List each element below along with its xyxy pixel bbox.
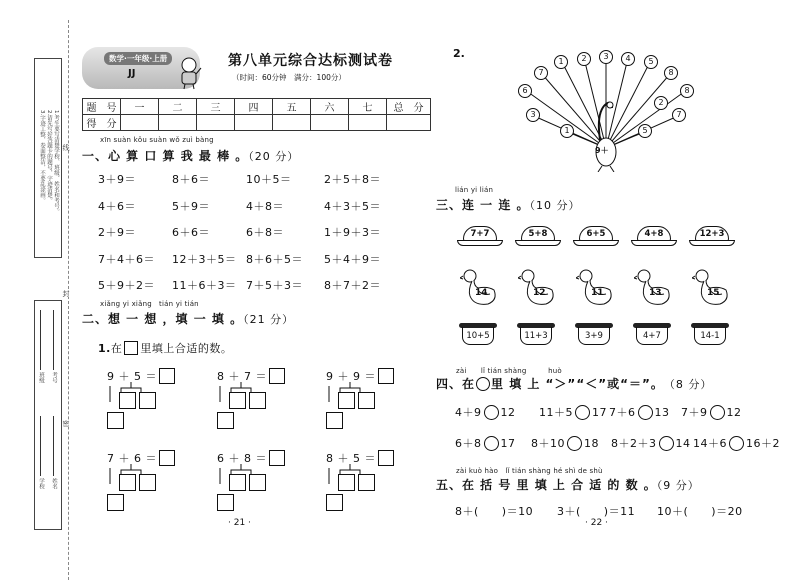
compare-circle[interactable]	[729, 436, 744, 451]
duck-number: 15	[707, 288, 720, 298]
basket-card[interactable]	[691, 323, 729, 347]
hat-brim	[515, 240, 561, 246]
basket-expression: 3+9	[578, 327, 610, 345]
split-equation: 9 ＋ 9 ＝	[326, 370, 376, 383]
mental-math-item[interactable]: 4＋3＋5＝	[324, 199, 381, 213]
mental-math-row	[98, 224, 398, 251]
score-cell[interactable]	[387, 115, 431, 131]
score-header-cell: 四	[235, 99, 273, 115]
compare-item	[693, 435, 780, 451]
section4-title-a: 四、在	[436, 377, 476, 391]
split-lines	[217, 380, 277, 402]
bottom-box[interactable]	[326, 412, 343, 429]
section1-grid	[98, 171, 398, 304]
score-table	[82, 98, 431, 131]
split-equation: 7 ＋ 6 ＝	[107, 452, 157, 465]
split-box-left[interactable]	[119, 392, 136, 409]
score-table-header-row	[83, 99, 431, 115]
cartoon-mascot-icon	[176, 56, 202, 90]
feather-number: 7	[672, 108, 686, 122]
mental-math-item[interactable]: 3＋9＝	[98, 173, 136, 186]
section2-pinyin: xiǎng yi xiǎng tián yi tián	[100, 300, 199, 308]
score-table-score-row	[83, 115, 431, 131]
split-box-left[interactable]	[119, 474, 136, 491]
instruction-text-a: 在	[110, 342, 123, 355]
section2-instruction	[98, 340, 232, 356]
feather-number: 8	[680, 84, 694, 98]
split-problem	[217, 450, 293, 514]
compare-circle[interactable]	[484, 436, 499, 451]
split-equation: 8 ＋ 5 ＝	[326, 452, 376, 465]
score-header-cell: 题 号	[83, 99, 121, 115]
split-problem	[107, 450, 183, 514]
feather-number: 3	[599, 50, 613, 64]
bottom-box[interactable]	[107, 494, 124, 511]
compare-item	[611, 435, 693, 451]
split-box-right[interactable]	[139, 392, 156, 409]
compare-right: 16＋2	[746, 437, 780, 450]
mental-math-item[interactable]: 5＋9＝	[172, 199, 210, 213]
page-number-left: · 21 ·	[228, 518, 251, 528]
split-problem	[326, 450, 402, 514]
basket-expression: 4+7	[636, 327, 668, 345]
duck-card[interactable]	[692, 268, 732, 308]
section5-heading	[436, 476, 700, 493]
compare-circle[interactable]	[710, 405, 725, 420]
seal-mark-line: 线	[62, 144, 70, 151]
compare-item	[681, 404, 742, 420]
feather-number: 8	[664, 66, 678, 80]
mental-math-row	[98, 198, 398, 225]
hat-card[interactable]	[573, 226, 619, 248]
mental-math-item[interactable]: 8＋7＋2＝	[324, 279, 381, 292]
compare-item	[539, 404, 609, 420]
compare-left: 7＋6	[609, 406, 636, 419]
name-field[interactable]	[53, 416, 54, 476]
class-field[interactable]	[40, 310, 41, 370]
duck-card[interactable]	[576, 268, 616, 308]
mental-math-item[interactable]: 5＋4＋9＝	[324, 252, 381, 266]
compare-right: 14	[675, 436, 691, 450]
bottom-box[interactable]	[326, 494, 343, 511]
bottom-box[interactable]	[217, 494, 234, 511]
mental-math-item[interactable]: 7＋4＋6＝	[98, 252, 155, 266]
exam-rule-2: 2.请先写好答题卡的题号，字迹清楚。	[46, 110, 52, 204]
hat-card[interactable]	[689, 226, 735, 248]
seal-mark-seal: 封	[62, 290, 70, 297]
compare-circle[interactable]	[659, 436, 674, 451]
peacock-head-label: 9＋	[595, 146, 609, 155]
sub-question-number: 1.	[98, 341, 111, 355]
exam-rule-3: 3.字迹工整，卷面整洁，不要乱涂画。	[39, 110, 45, 204]
score-cell[interactable]	[235, 115, 273, 131]
basket-card[interactable]	[517, 323, 555, 347]
duck-number: 14	[475, 288, 488, 298]
basket-expression: 10+5	[462, 327, 494, 345]
bottom-box[interactable]	[107, 412, 124, 429]
split-box-right[interactable]	[358, 474, 375, 491]
class-label: 班级	[38, 372, 44, 383]
section5-pinyin: zài kuò hào lǐ tián shàng hé shì de shù	[456, 467, 603, 475]
hat-card[interactable]	[515, 226, 561, 248]
section2-points: （21 分）	[243, 313, 295, 326]
split-box-left[interactable]	[338, 392, 355, 409]
section5-points: （9 分）	[656, 479, 700, 492]
split-lines	[326, 462, 386, 484]
split-equation: 9 ＋ 5 ＝	[107, 370, 157, 383]
peacock-illustration	[508, 52, 704, 172]
exam-no-field[interactable]	[53, 310, 54, 370]
hat-brim	[573, 240, 619, 246]
section1-title: 一、心 算 口 算 我 最 棒 。	[82, 149, 249, 163]
fill-in-item[interactable]: 8＋( )＝10	[455, 505, 534, 518]
compare-right: 12	[500, 405, 516, 419]
instruction-text-b: 里填上合适的数。	[140, 342, 233, 355]
score-row-label: 得 分	[83, 115, 121, 131]
time-score-note: （时间：60分钟 满分：100分）	[232, 73, 346, 82]
school-field[interactable]	[40, 416, 41, 476]
split-problem	[217, 368, 293, 432]
basket-card[interactable]	[633, 323, 671, 347]
score-header-cell: 五	[273, 99, 311, 115]
score-header-cell: 总 分	[387, 99, 431, 115]
mental-math-item[interactable]: 6＋6＝	[172, 226, 210, 239]
blank-box-icon	[124, 341, 138, 355]
basket-expression: 11+3	[520, 327, 552, 345]
split-problem	[107, 368, 183, 432]
compare-left: 8＋2＋3	[611, 437, 657, 450]
compare-right: 17	[500, 436, 516, 450]
section3-title: 三、连 一 连 。	[436, 198, 530, 212]
duck-number: 12	[533, 288, 546, 298]
split-lines	[217, 462, 277, 484]
page-number-right: · 22 ·	[585, 518, 608, 528]
section4-points: （8 分）	[663, 377, 713, 391]
mental-math-item[interactable]: 2＋9＝	[98, 226, 136, 239]
duck-card[interactable]	[518, 268, 558, 308]
compare-right: 13	[654, 405, 670, 419]
feather-number: 5	[644, 55, 658, 69]
section2-heading	[82, 310, 294, 327]
split-box-right[interactable]	[249, 392, 266, 409]
hat-expression: 5+8	[521, 226, 555, 242]
score-cell[interactable]	[273, 115, 311, 131]
mental-math-item[interactable]: 1＋9＋3＝	[324, 226, 381, 239]
feather-number: 2	[577, 52, 591, 66]
hat-card[interactable]	[631, 226, 677, 248]
fill-in-row	[455, 503, 743, 519]
split-box-right[interactable]	[139, 474, 156, 491]
hat-card[interactable]	[457, 226, 503, 248]
mental-math-item[interactable]: 4＋6＝	[98, 199, 136, 213]
score-cell[interactable]	[349, 115, 387, 131]
student-info-box	[34, 300, 62, 530]
split-problem	[326, 368, 402, 432]
compare-right: 17	[592, 405, 607, 419]
split-equation: 8 ＋ 7 ＝	[217, 370, 267, 383]
section3-pinyin: lián yi lián	[455, 186, 494, 194]
compare-circle[interactable]	[575, 405, 590, 420]
basket-card[interactable]	[575, 323, 613, 347]
compare-left: 11＋5	[539, 406, 573, 419]
section5-title: 五、在 括 号 里 填 上 合 适 的 数 。	[436, 478, 657, 492]
section1-pinyin: xīn suàn kǒu suàn wǒ zuì bàng	[100, 136, 214, 144]
split-box-right[interactable]	[358, 392, 375, 409]
section4-title-b: 里 填 上 “＞”“＜”或“＝”。	[491, 377, 664, 391]
blank-circle-icon	[476, 377, 490, 391]
compare-item	[455, 435, 531, 451]
feather-number: 1	[554, 55, 568, 69]
feather-number: 7	[534, 66, 548, 80]
compare-left: 8＋10	[531, 437, 565, 450]
split-lines	[107, 462, 167, 484]
score-cell[interactable]	[159, 115, 197, 131]
score-cell[interactable]	[197, 115, 235, 131]
hat-brim	[689, 240, 735, 246]
basket-card[interactable]	[459, 323, 497, 347]
section3-heading	[436, 196, 581, 213]
fill-in-item[interactable]: 10＋( )＝20	[657, 505, 743, 518]
fill-in-item[interactable]: 3＋( )＝11	[557, 505, 636, 518]
split-box-left[interactable]	[229, 392, 246, 409]
hat-expression: 4+8	[637, 226, 671, 242]
feather-number: 1	[560, 124, 574, 138]
mental-math-item[interactable]: 5＋9＋2＝	[98, 279, 155, 292]
mental-math-item[interactable]: 2＋5＋8＝	[324, 173, 381, 186]
mental-math-item[interactable]: 11＋6＋3＝	[172, 279, 237, 292]
edition-label: JJ	[128, 68, 136, 79]
compare-item	[609, 404, 681, 420]
duck-card[interactable]	[634, 268, 674, 308]
compare-left: 14＋6	[693, 437, 727, 450]
score-cell[interactable]	[121, 115, 159, 131]
compare-circle[interactable]	[484, 405, 499, 420]
section1-points: （20 分）	[248, 150, 300, 163]
duck-number: 13	[649, 288, 662, 298]
name-label: 姓名	[51, 478, 57, 489]
score-header-cell: 三	[197, 99, 235, 115]
section4-pinyin: zài lǐ tián shàng huò	[456, 367, 562, 375]
subject-badge: 数学·一年级·上册	[104, 52, 172, 65]
split-box-left[interactable]	[338, 474, 355, 491]
compare-circle[interactable]	[638, 405, 653, 420]
hat-brim	[631, 240, 677, 246]
mental-math-item[interactable]: 12＋3＋5＝	[172, 252, 237, 266]
split-box-right[interactable]	[249, 474, 266, 491]
mental-math-item[interactable]: 7＋5＋3＝	[246, 279, 303, 292]
question-2-label: 2.	[453, 47, 465, 60]
compare-right: 18	[584, 436, 599, 450]
binding-strip	[0, 0, 70, 588]
hat-expression: 6+5	[579, 226, 613, 242]
score-header-cell: 七	[349, 99, 387, 115]
hat-expression: 7+7	[463, 226, 497, 242]
mental-math-item[interactable]: 8＋6＋5＝	[246, 252, 303, 266]
hat-expression: 12+3	[695, 226, 729, 242]
compare-left: 6＋8	[455, 437, 482, 450]
compare-row	[455, 435, 780, 451]
section3-points: （10 分）	[529, 199, 581, 212]
exam-rule-1: 1.考生要写清楚学校、班级、姓名和考号。	[53, 110, 59, 215]
feather-number: 6	[518, 84, 532, 98]
mental-math-row	[98, 251, 398, 278]
hat-brim	[457, 240, 503, 246]
section4-heading	[436, 375, 712, 392]
page-title: 第八单元综合达标测试卷	[228, 53, 393, 69]
duck-card[interactable]	[460, 268, 500, 308]
seal-mark-secret: 密	[62, 420, 70, 427]
compare-right: 12	[726, 405, 742, 419]
compare-left: 4＋9	[455, 406, 482, 419]
score-header-cell: 六	[311, 99, 349, 115]
compare-circle[interactable]	[567, 436, 582, 451]
compare-item	[455, 404, 539, 420]
split-lines	[326, 380, 386, 402]
score-header-cell: 二	[159, 99, 197, 115]
binding-dashed-line	[68, 20, 69, 580]
basket-expression: 14-1	[694, 327, 726, 345]
feather-number: 5	[638, 124, 652, 138]
split-lines	[107, 380, 167, 402]
feather-number: 2	[654, 96, 668, 110]
section1-heading	[82, 147, 299, 164]
mental-math-item[interactable]: 6＋8＝	[246, 226, 284, 239]
mental-math-item[interactable]: 8＋6＝	[172, 173, 210, 186]
duck-number: 11	[591, 288, 604, 298]
section2-title: 二、想 一 想 ，填 一 填 。	[82, 312, 244, 326]
exam-no-label: 考号	[51, 372, 57, 383]
mental-math-item[interactable]: 4＋8＝	[246, 199, 284, 213]
mental-math-row	[98, 171, 398, 198]
split-box-left[interactable]	[229, 474, 246, 491]
feather-number: 4	[621, 52, 635, 66]
bottom-box[interactable]	[217, 412, 234, 429]
compare-left: 7＋9	[681, 406, 708, 419]
school-label: 学校	[38, 478, 44, 489]
compare-row	[455, 404, 742, 420]
mental-math-item[interactable]: 10＋5＝	[246, 173, 292, 186]
feather-number: 3	[526, 108, 540, 122]
split-equation: 6 ＋ 8 ＝	[217, 452, 267, 465]
compare-item	[531, 435, 611, 451]
score-header-cell: 一	[121, 99, 159, 115]
score-cell[interactable]	[311, 115, 349, 131]
